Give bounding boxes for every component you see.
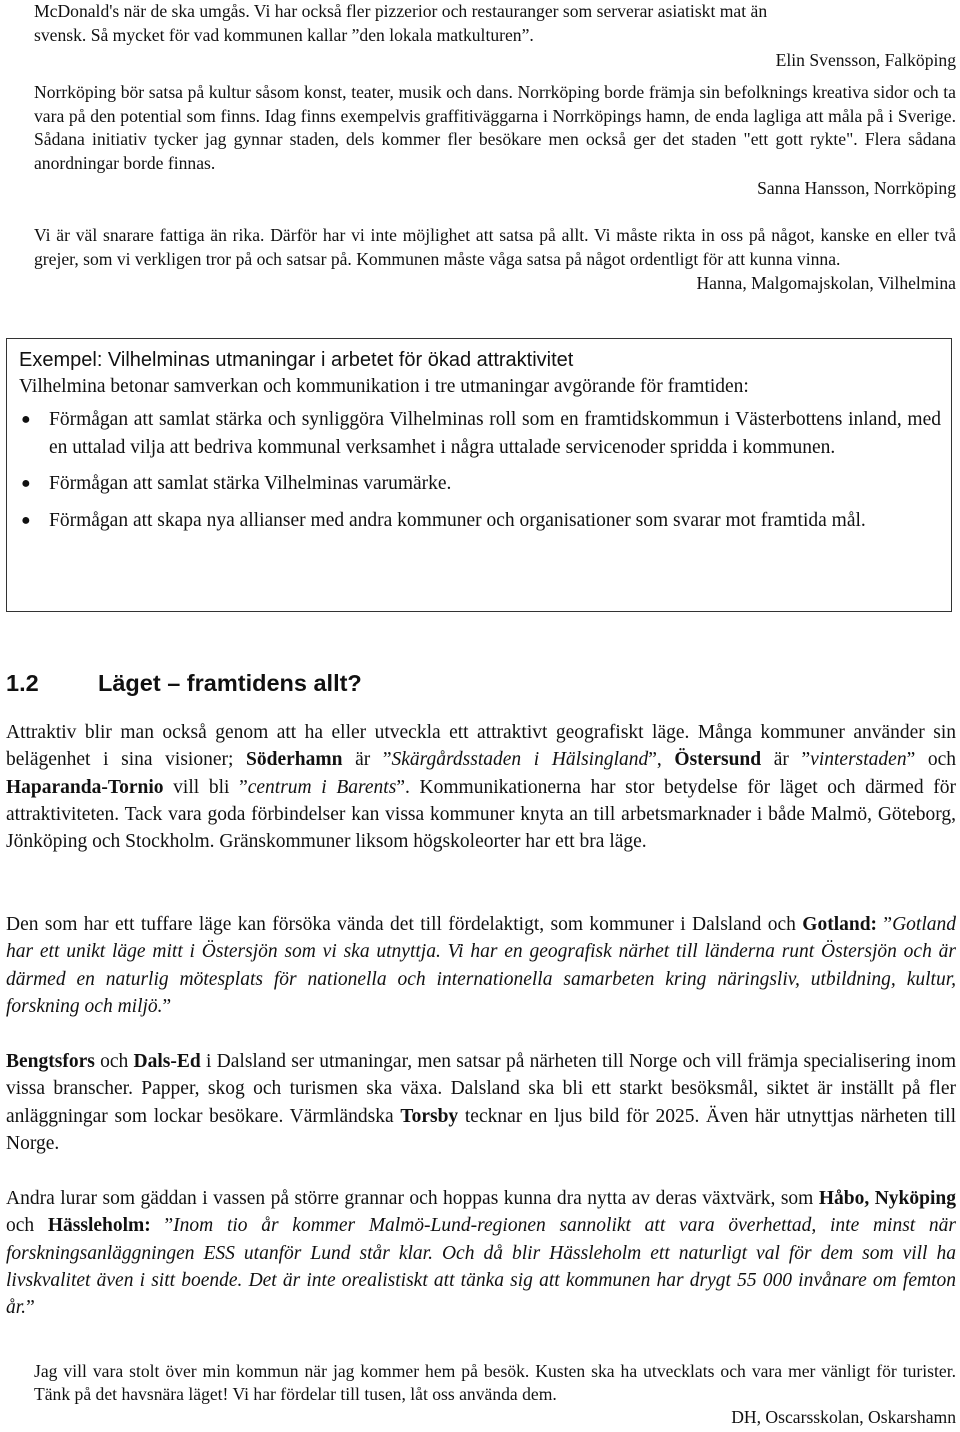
text-run: ”. Kommunikationerna har stor betydelse för läget och därmed för attraktiviteten. Tack vara goda förbindelser kan vissa kommuner knyta an till arbetsmarknader i både Malmö, Göteborg, Jönköping och Stockholm. Gränskommuner liksom högskoleorter har ett bra läge. <box>6 776 956 853</box>
quote-text: Jag vill vara stolt över min kommun när jag kommer hem på besök. Kusten ska ha utvecklats och vara mer vänligt för turister. Tänk på det havsnära läget! Vi har fördelar till tusen, låt oss använda dem. <box>34 1361 956 1404</box>
list-item <box>19 470 951 498</box>
list-item-text: Förmågan att samlat stärka Vilhelminas varumärke. <box>49 473 452 494</box>
quote-signature: Sanna Hansson, Norrköping <box>757 178 956 198</box>
list-item <box>19 507 951 535</box>
list-item <box>19 406 951 461</box>
paragraph-gotland <box>6 911 956 1020</box>
text-run: Andra lurar som gäddan i vassen på större grannar och hoppas kunna dra nytta av deras växtvärk, som <box>6 1188 819 1209</box>
bold-place-name: Haparanda-Tornio <box>6 776 164 798</box>
text-run: är ” <box>761 749 811 771</box>
bold-place-name: Torsby <box>400 1105 459 1127</box>
text-run: och <box>94 1051 134 1072</box>
quote-signature: DH, Oscarsskolan, Oskarshamn <box>731 1407 956 1427</box>
text-run: ”, <box>648 749 675 771</box>
quote-sanna <box>34 81 956 201</box>
list-item-text: Förmågan att skapa nya allianser med andra kommuner och organisationer som svarar mot framtida mål. <box>49 509 866 531</box>
bold-place-name: Söderhamn <box>246 749 343 771</box>
bold-place-name: Hässleholm: <box>47 1215 151 1237</box>
section-title: Läget – framtidens allt? <box>98 670 362 696</box>
quote-line: McDonald's när de ska umgås. Vi har också fler pizzerior och restauranger som serverar asiatiskt mat än <box>34 1 768 21</box>
quote-text: Vi är väl snarare fattiga än rika. Därför har vi inte möjlighet att satsa på allt. Vi måste rikta in oss på något, kanske en eller två grejer, som vi verkligen tror på och satsar på. Kommunen måste våga satsa på något ordentligt för att kunna vinna. <box>34 225 956 269</box>
quote-elin <box>34 0 956 73</box>
bold-place-name: Dals-Ed <box>133 1051 201 1072</box>
italic-quote: Inom tio år kommer Malmö-Lund-regionen sannolikt att vara överhettad, inte minst när forskningsanläggningen ESS utanför Lund står klar. Och då blir Hässleholm ett naturligt val för dem som vill ha livskvalitet även i sitt boende. Det är inte orealistiskt att tänka sig att kommunen har drygt 55 000 invånare om femton år. <box>6 1215 957 1319</box>
paragraph-dalsland <box>6 1048 956 1157</box>
text-run: ” <box>162 995 172 1017</box>
italic-quote: vinterstaden <box>810 749 907 771</box>
example-box-title: Exempel: Vilhelminas utmaningar i arbetet för ökad attraktivitet <box>19 349 574 371</box>
bullet-icon: ● <box>21 511 31 529</box>
example-box-list <box>19 406 951 534</box>
text-run: vill bli ” <box>163 776 248 798</box>
bold-place-name: Bengtsfors <box>6 1051 95 1072</box>
section-number: 1.2 <box>6 670 39 696</box>
text-run: i Dalsland ser utmaningar, men satsar på närheten till Norge och vill främja specialisering inom vissa branscher. Papper, skog och turismen ska växa. Dalsland ska bli ett starkt besöksmål, siktet är inställt på fler anläggningar som lockar besökare. Värmländska <box>6 1051 957 1127</box>
paragraph-location <box>6 719 956 855</box>
quote-line: svensk. Så mycket för vad kommunen kallar ”den lokala matkulturen”. <box>34 24 534 45</box>
italic-quote: Gotland har ett unikt läge mitt i Östersjön som vi ska utnyttja. Vi har en geografisk närhet till länderna runt Östersjön och är därmed en naturlig mötesplats för nationella och internationella samarbeten kring näringsliv, utbildning, kultur, forskning och miljö. <box>6 914 956 1017</box>
example-box <box>6 338 952 612</box>
text-run: Den som har ett tuffare läge kan försöka vända det till fördelaktigt, som kommuner i Dalsland och <box>6 914 803 935</box>
bullet-icon: ● <box>21 411 31 428</box>
example-box-intro: Vilhelmina betonar samverkan och kommunikation i tre utmaningar avgörande för framtiden: <box>19 376 749 397</box>
text-run: är ” <box>342 749 392 771</box>
section-heading <box>6 670 362 697</box>
quote-signature: Hanna, Malgomajskolan, Vilhelmina <box>696 273 956 293</box>
italic-quote: Skärgårdsstaden i Hälsingland <box>391 749 649 771</box>
list-item-text: Förmågan att samlat stärka och synliggöra Vilhelminas roll som en framtidskommun i Västerbottens inland, med en uttalad vilja att bedriva kommunal verksamhet i några uttalade servicenoder spridda i kommunen. <box>49 409 941 458</box>
quote-hanna <box>34 224 956 296</box>
quote-text: Norrköping bör satsa på kultur såsom konst, teater, musik och dans. Norrköping borde främja sin befolknings kreativa sidor och ta vara på den potential som finns. Idag finns exempelvis graffitiväggarna i Norrköpings hamn, de enda lagliga att måla på i Sverige. Sådana initiativ tycker jag gynnar staden, dels kommer fler besökare men också ger det staden "ett gott rykte". Flera sådana anordningar borde finnas. <box>34 82 956 173</box>
bullet-icon: ● <box>21 475 31 492</box>
bold-place-name: Östersund <box>674 749 762 771</box>
text-run: ” <box>877 914 893 935</box>
paragraph-neighbours <box>6 1185 956 1321</box>
text-run: ” och <box>906 749 957 771</box>
text-run: tecknar en ljus bild för 2025. Även här utnyttjas närheten till Norge. <box>6 1105 956 1154</box>
quote-signature: Elin Svensson, Falköping <box>775 50 956 70</box>
bold-place-name: Gotland: <box>802 914 878 935</box>
bold-place-name: Håbo, Nyköping <box>818 1188 956 1209</box>
text-run: Attraktiv blir man också genom att ha eller utveckla ett attraktivt geografiskt läge. Många kommuner använder sin belägenhet i sina visioner; <box>6 722 956 771</box>
text-run: ” <box>150 1215 174 1237</box>
italic-quote: centrum i Barents <box>247 776 397 798</box>
text-run: och <box>6 1215 48 1237</box>
text-run: ” <box>26 1297 35 1319</box>
quote-dh <box>34 1360 956 1429</box>
